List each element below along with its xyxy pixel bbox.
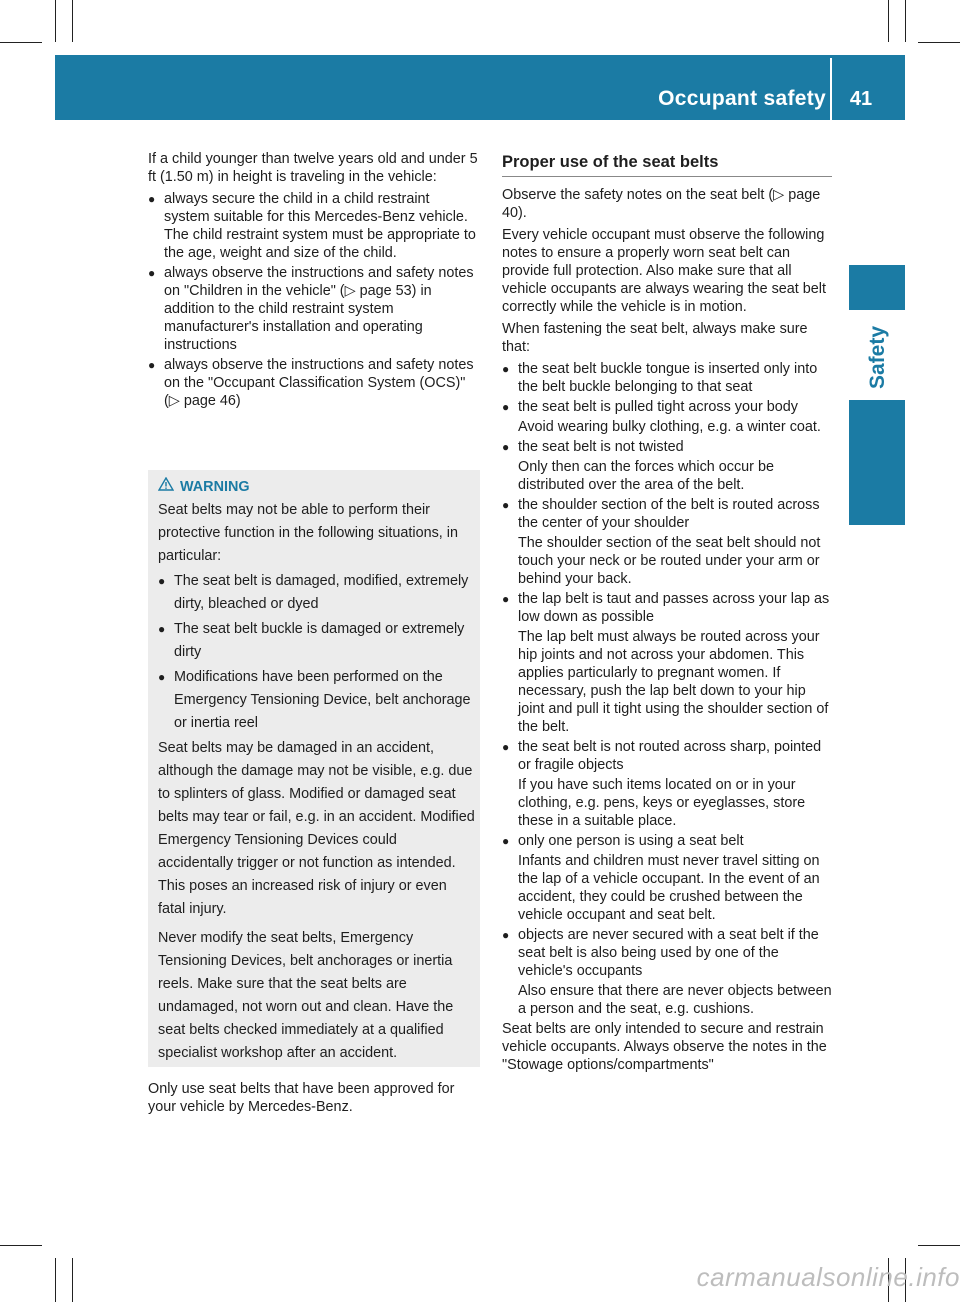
intro-paragraph: If a child younger than twelve years old and under 5 ft (1.50 m) in height is traveling in the vehicle: <box>148 151 478 185</box>
closing-paragraph: Seat belts are only intended to secure and restrain vehicle occupants. Always observe the notes in the "Stowage options/compartments" <box>502 1021 827 1073</box>
page-number: 41 <box>849 88 873 110</box>
crop-mark <box>0 1245 42 1246</box>
list-item: ● always secure the child in a child restraint system suitable for this Mercedes-Benz vehicle. The child restraint system must be appropriate to the age, weight and size of the child. <box>148 191 476 261</box>
list-item: ● always observe the instructions and safety notes on "Children in the vehicle" (▷ page 53) in addition to the child restraint system manufacturer's installation and operating instructions <box>148 265 474 353</box>
warning-bullet-list <box>158 570 476 735</box>
bullet-icon: ● <box>158 622 166 636</box>
bullet-icon: ● <box>158 574 166 588</box>
crop-mark <box>888 0 889 42</box>
bullet-icon: ● <box>148 192 156 206</box>
crop-mark <box>72 0 73 42</box>
crop-mark <box>55 0 56 42</box>
list-item: ● objects are never secured with a seat belt if the seat belt is also being used by one of the vehicle's occupants Also ensure that there are never objects between a person and the seat, e.g. cushions. <box>502 927 832 1017</box>
warning-box <box>148 470 480 1067</box>
bullet-icon: ● <box>148 266 156 280</box>
crop-mark <box>918 42 960 43</box>
paragraph: Observe the safety notes on the seat belt (▷ page 40). <box>502 187 821 221</box>
list-item: ● Modifications have been performed on the Emergency Tensioning Device, belt anchorage or inertia reel <box>158 666 476 735</box>
crop-mark <box>55 1258 56 1302</box>
list-item: ● the seat belt is pulled tight across your body Avoid wearing bulky clothing, e.g. a winter coat. <box>502 399 821 435</box>
bullet-icon: ● <box>502 498 510 512</box>
bullet-icon: ● <box>502 592 510 606</box>
watermark: carmanualsonline.info <box>696 1262 960 1292</box>
list-item: ● only one person is using a seat belt Infants and children must never travel sitting on the lap of a vehicle occupant. In the event of an accident, they could be crushed between the vehicle occupant and seat belt. <box>502 833 820 923</box>
bullet-icon: ● <box>502 740 510 754</box>
list-item: ● the lap belt is taut and passes across your lap as low down as possible The lap belt must always be routed across your hip joints and not across your abdomen. This applies particularly to pregnant women. If necessary, push the lap belt down to your hip joint and pull it tight using the shoulder section of the belt. <box>502 591 830 735</box>
header-divider <box>830 58 832 120</box>
child-bullet-list <box>148 190 478 410</box>
list-item: ● always observe the instructions and safety notes on the "Occupant Classification System (OCS)" (▷ page 46) <box>148 357 474 409</box>
warning-paragraph: Never modify the seat belts, Emergency Tensioning Devices, belt anchorages or inertia reels. Make sure that the seat belts are undamaged, not worn out and clean. Have the seat belts checked immediately at a qualified specialist workshop after an accident. <box>158 930 454 1061</box>
bullet-icon: ● <box>502 928 510 942</box>
bullet-icon: ● <box>502 362 510 376</box>
crop-mark <box>72 1258 73 1302</box>
warning-heading: WARNING <box>158 476 476 499</box>
list-item: ● the seat belt is not routed across sharp, pointed or fragile objects If you have such items located on or in your clothing, e.g. pens, keys or eyeglasses, store these in a suitable place. <box>502 739 822 829</box>
section-tab-label: Safety <box>866 325 889 389</box>
crop-mark <box>905 0 906 42</box>
crop-mark <box>918 1245 960 1246</box>
bullet-icon: ● <box>148 358 156 372</box>
seat-belt-bullet-list <box>502 360 832 1018</box>
list-item: ● The seat belt is damaged, modified, extremely dirty, bleached or dyed <box>158 570 476 616</box>
page-header-title: Occupant safety <box>658 87 826 110</box>
bullet-icon: ● <box>158 670 166 684</box>
left-column <box>148 150 478 412</box>
list-item: ● the seat belt is not twisted Only then can the forces which occur be distributed over the area of the belt. <box>502 439 774 493</box>
section-title: Proper use of the seat belts <box>502 150 832 177</box>
warning-intro: Seat belts may not be able to perform their protective function in the following situations, in particular: <box>158 502 458 564</box>
list-item: ● the seat belt buckle tongue is inserted only into the belt buckle belonging to that seat <box>502 361 818 395</box>
warning-paragraph: Seat belts may be damaged in an accident, although the damage may not be visible, e.g. due to splinters of glass. Modified or damaged seat belts may tear or fail, e.g. in an accident. Modified Emergency Tensioning Devices could accidentally trigger or not function as intended. This poses an increased risk of injury or even fatal injury. <box>158 740 475 917</box>
list-item: ● The seat belt buckle is damaged or extremely dirty <box>158 618 476 664</box>
bullet-icon: ● <box>502 440 510 454</box>
paragraph: Every vehicle occupant must observe the following notes to ensure a properly worn seat belt can provide full protection. Also make sure that all vehicle occupants are always wearing the seat belt correctly while the vehicle is in motion. <box>502 227 826 315</box>
list-item: ● the shoulder section of the belt is routed across the center of your shoulder The shoulder section of the seat belt should not touch your neck or be routed under your arm or behind your back. <box>502 497 821 587</box>
paragraph: When fastening the seat belt, always make sure that: <box>502 321 808 355</box>
approved-belts-paragraph: Only use seat belts that have been approved for your vehicle by Mercedes-Benz. <box>148 1081 455 1115</box>
crop-mark <box>0 42 42 43</box>
warning-triangle-icon <box>158 476 174 499</box>
bullet-icon: ● <box>502 834 510 848</box>
right-column <box>502 186 832 1078</box>
bullet-icon: ● <box>502 400 510 414</box>
